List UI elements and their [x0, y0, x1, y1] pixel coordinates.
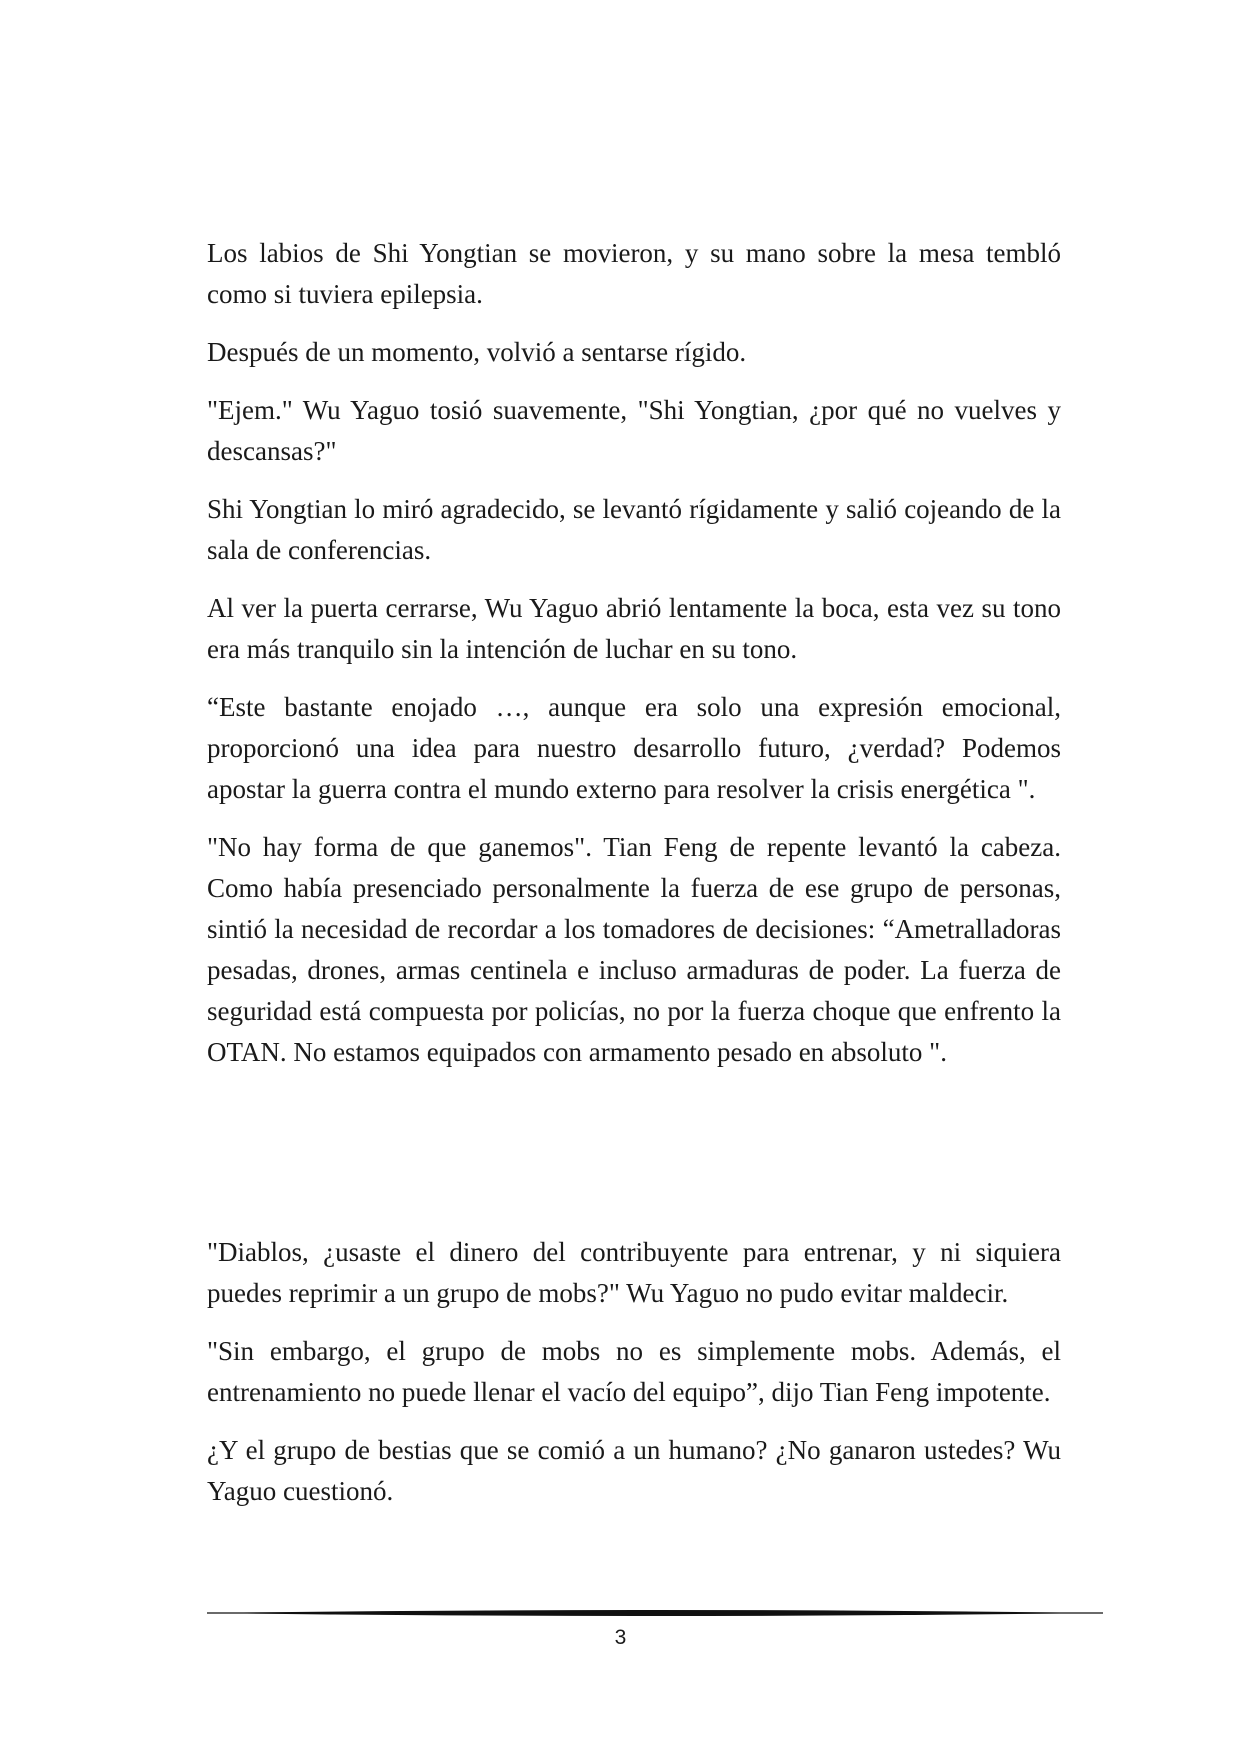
page-number: 3: [614, 1626, 627, 1649]
paragraph: Los labios de Shi Yongtian se movieron, y su mano sobre la mesa tembló como si tuviera epilepsia.: [207, 238, 1061, 309]
paragraph: "No hay forma de que ganemos". Tian Feng de repente levantó la cabeza. Como había presenciado personalmente la fuerza de ese grupo de personas, sintió la necesidad de recordar a los tomadores de decisiones: “Ametralladoras pesadas, drones, armas centinela e incluso armaduras de poder. La fuerza de seguridad está compuesta por policías, no por la fuerza choque que enfrento la OTAN. No estamos equipados con armamento pesado en absoluto ".: [207, 832, 1061, 1067]
body-text-lower: [207, 1232, 1061, 1529]
paragraph: Shi Yongtian lo miró agradecido, se levantó rígidamente y salió cojeando de la sala de conferencias.: [207, 494, 1061, 565]
paragraph: Después de un momento, volvió a sentarse rígido.: [207, 337, 747, 367]
paragraph: "Ejem." Wu Yaguo tosió suavemente, "Shi Yongtian, ¿por qué no vuelves y descansas?": [207, 395, 1061, 466]
paragraph: "Diablos, ¿usaste el dinero del contribuyente para entrenar, y ni siquiera puedes reprimir a un grupo de mobs?" Wu Yaguo no pudo evitar maldecir.: [207, 1237, 1061, 1308]
body-text-upper: [207, 233, 1061, 1090]
paragraph: ¿Y el grupo de bestias que se comió a un humano? ¿No ganaron ustedes? Wu Yaguo cuestionó.: [207, 1435, 1061, 1506]
paragraph: Al ver la puerta cerrarse, Wu Yaguo abrió lentamente la boca, esta vez su tono era más tranquilo sin la intención de luchar en su tono.: [207, 593, 1061, 664]
paragraph: “Este bastante enojado …, aunque era solo una expresión emocional, proporcionó una idea para nuestro desarrollo futuro, ¿verdad? Podemos apostar la guerra contra el mundo externo para resolver la crisis energética ".: [207, 692, 1061, 804]
paragraph: "Sin embargo, el grupo de mobs no es simplemente mobs. Además, el entrenamiento no puede llenar el vacío del equipo”, dijo Tian Feng impotente.: [207, 1336, 1061, 1407]
footer-divider: [207, 1608, 1103, 1618]
